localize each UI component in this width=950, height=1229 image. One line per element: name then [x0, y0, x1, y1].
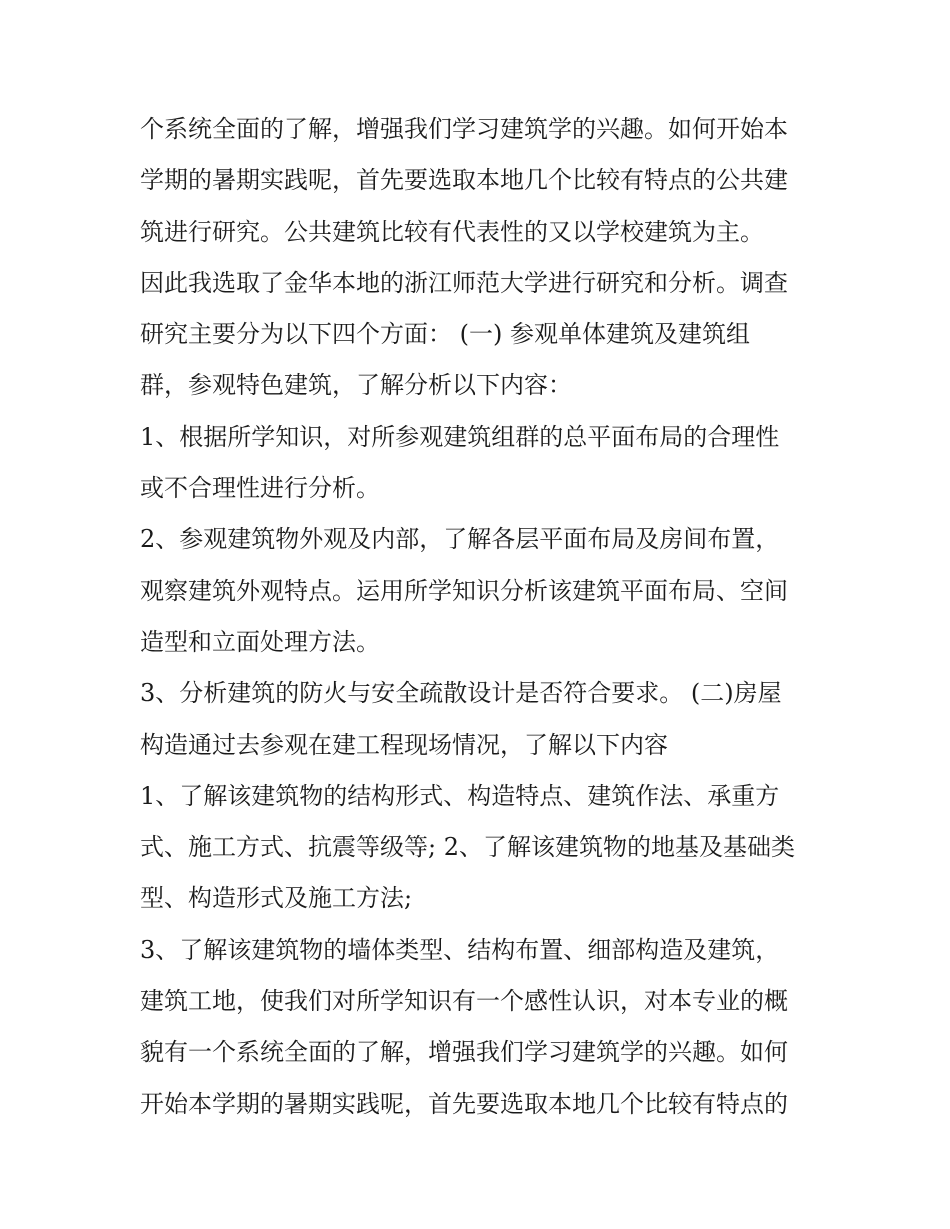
text-line: 构造通过去参观在建工程现场情况，了解以下内容 — [140, 730, 668, 759]
text-line: 开始本学期的暑期实践呢，首先要选取本地几个比较有特点的 — [140, 1089, 788, 1118]
text-line: 3、了解该建筑物的墙体类型、结构布置、细部构造及建筑， — [140, 935, 780, 964]
text-line: 筑进行研究。公共建筑比较有代表性的又以学校建筑为主。 — [140, 217, 764, 246]
body-text — [140, 104, 820, 1130]
text-line: 1、根据所学知识，对所参观建筑组群的总平面布局的合理性 — [140, 422, 780, 451]
text-line: 2、参观建筑物外观及内部，了解各层平面布局及房间布置， — [140, 525, 780, 554]
text-line: 3、分析建筑的防火与安全疏散设计是否符合要求。 (二)房屋 — [140, 679, 782, 708]
text-line: 个系统全面的了解，增强我们学习建筑学的兴趣。如何开始本 — [140, 115, 788, 143]
text-line: 群，参观特色建筑，了解分析以下内容： — [140, 371, 572, 400]
text-line: 或不合理性进行分析。 — [140, 474, 380, 503]
text-line: 貌有一个系统全面的了解，增强我们学习建筑学的兴趣。如何 — [140, 1038, 788, 1067]
text-line: 式、施工方式、抗震等级等; 2、了解该建筑物的地基及基础类 — [140, 833, 795, 862]
text-line: 造型和立面处理方法。 — [140, 627, 380, 656]
text-line: 学期的暑期实践呢，首先要选取本地几个比较有特点的公共建 — [140, 166, 788, 195]
text-line: 型、构造形式及施工方法; — [140, 884, 413, 913]
text-line: 因此我选取了金华本地的浙江师范大学进行研究和分析。调查 — [140, 268, 788, 297]
text-line: 观察建筑外观特点。运用所学知识分析该建筑平面布局、空间 — [140, 576, 788, 605]
text-line: 1、了解该建筑物的结构形式、构造特点、建筑作法、承重方 — [140, 781, 780, 810]
text-line: 建筑工地，使我们对所学知识有一个感性认识，对本专业的概 — [140, 987, 788, 1016]
text-line: 研究主要分为以下四个方面： (一) 参观单体建筑及建筑组 — [140, 320, 750, 349]
